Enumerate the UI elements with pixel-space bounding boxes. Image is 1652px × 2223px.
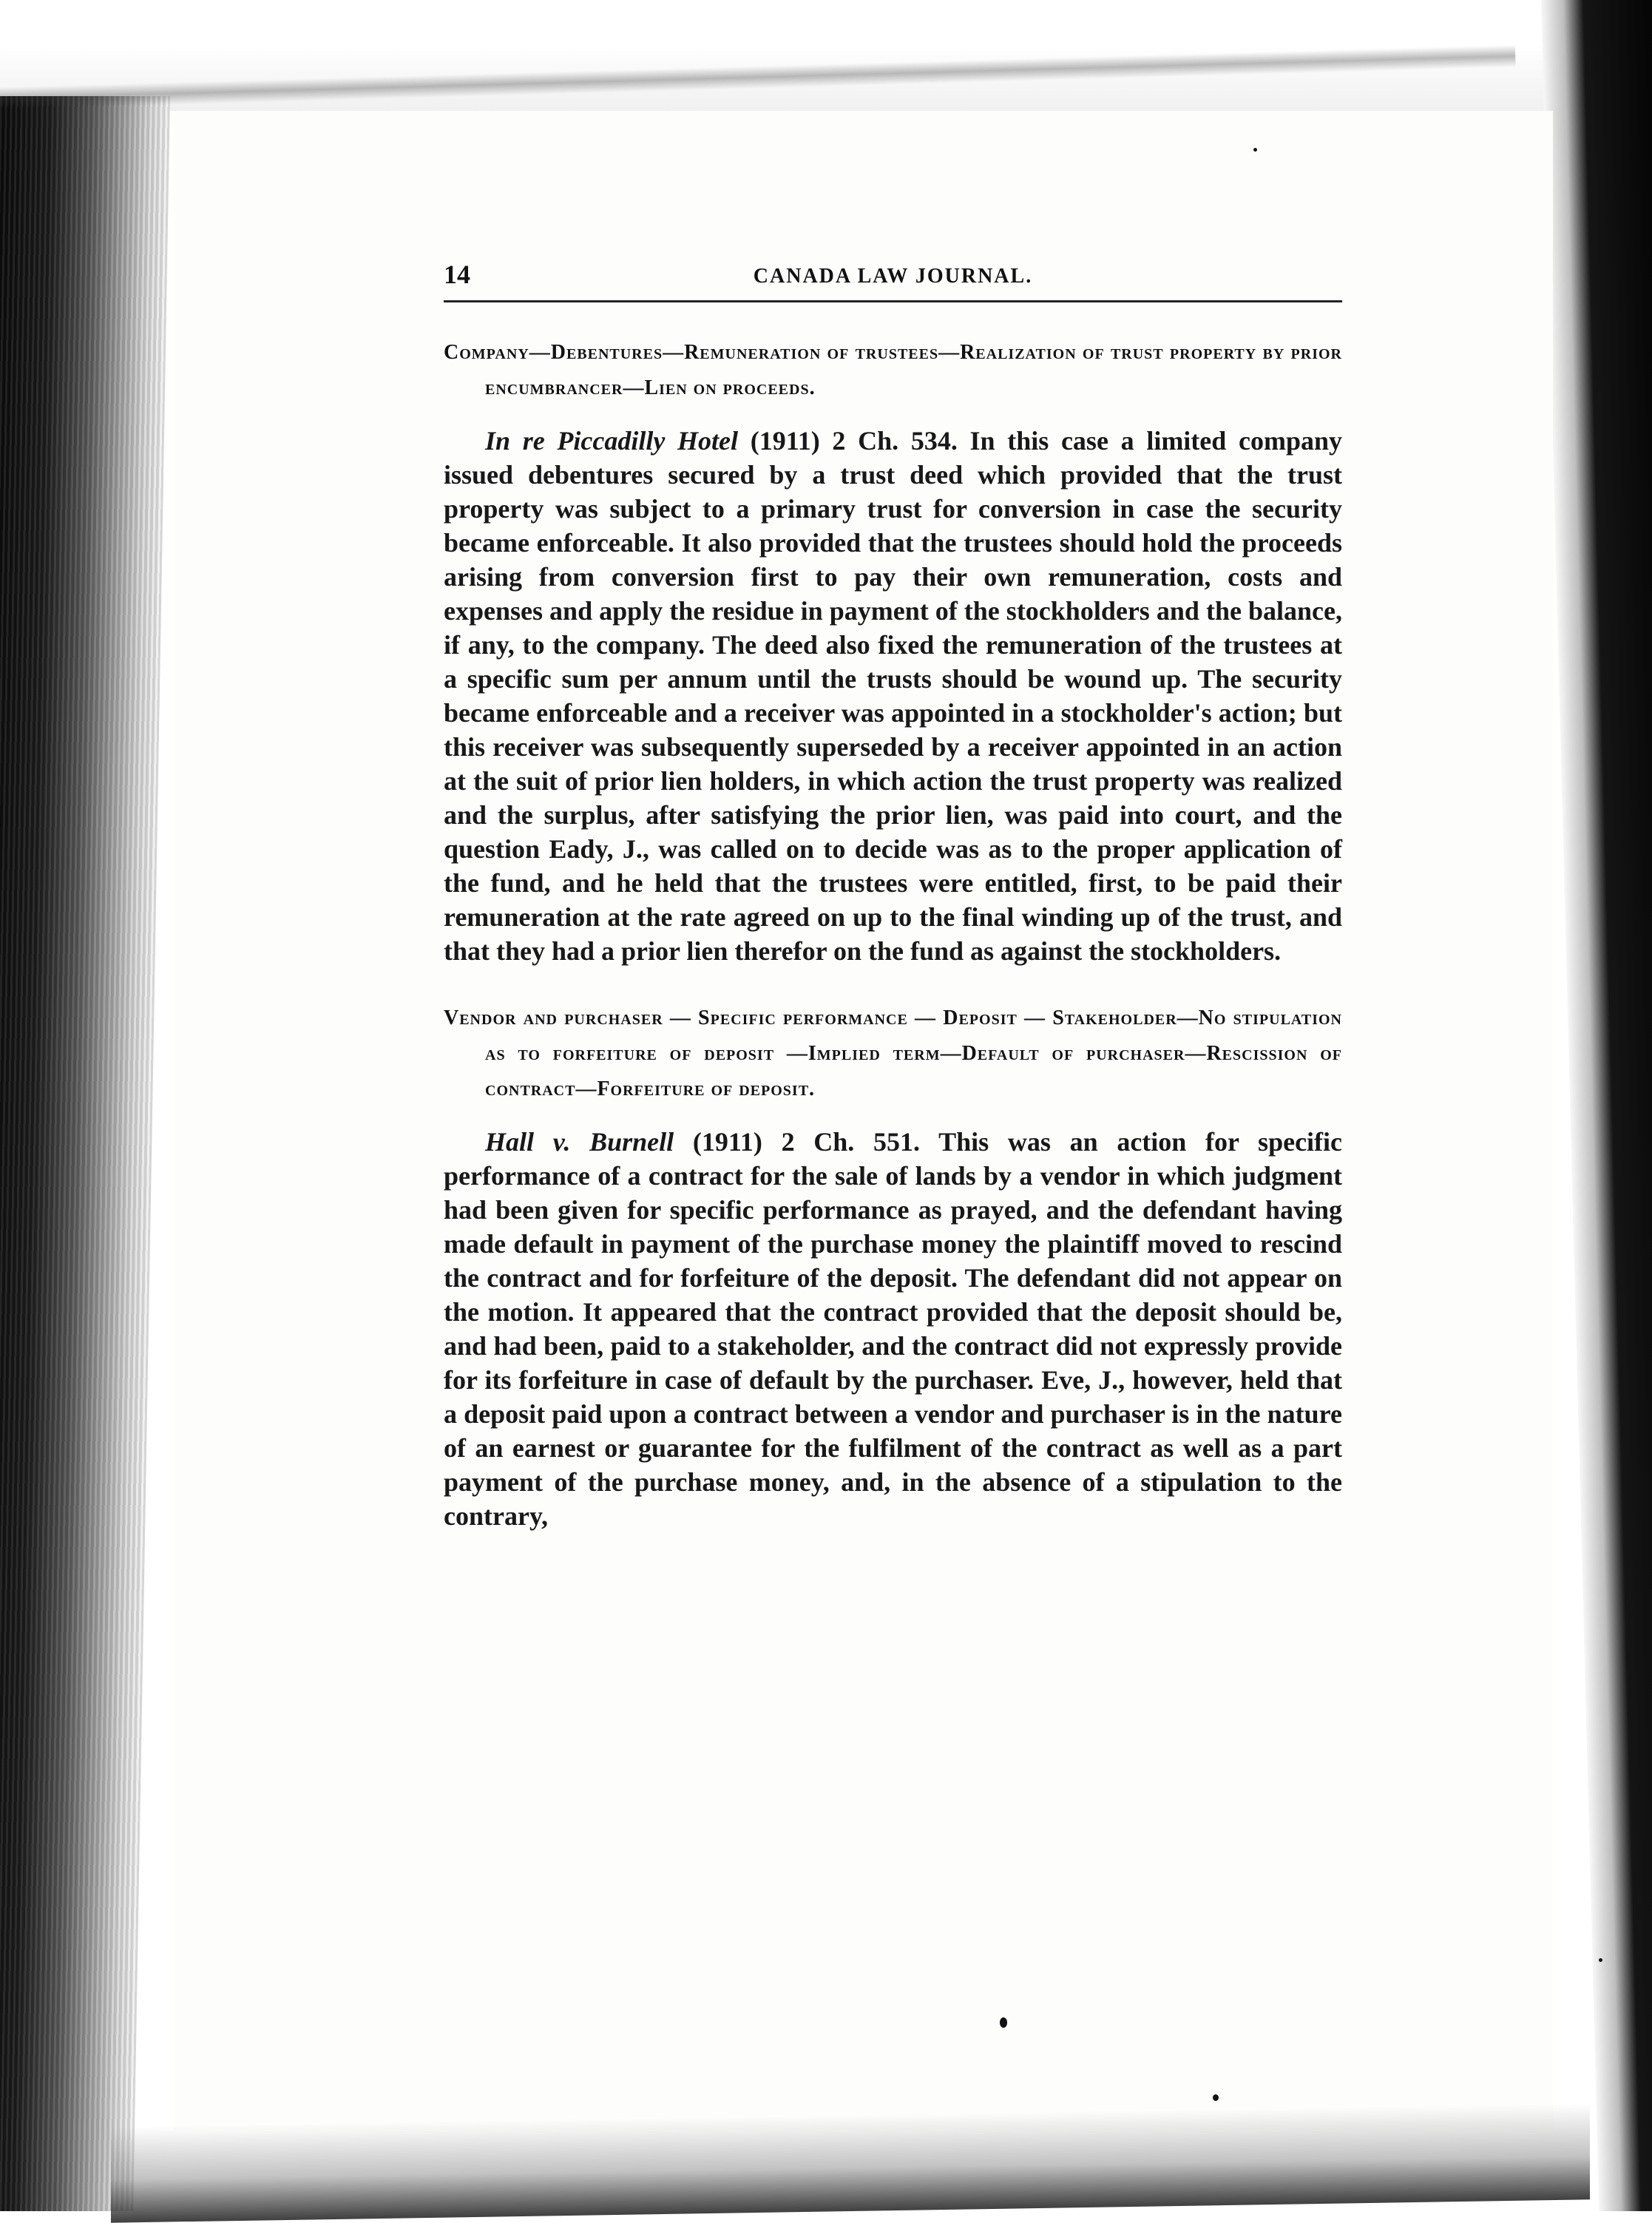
section-vendor-purchaser (444, 1001, 1342, 1533)
section-heading: Company—Debentures—Remuneration of trustees—Realization of trust property by prior encumbrancer—Lien on proceeds. (444, 341, 1342, 399)
case-name: In re Piccadilly Hotel (485, 426, 739, 456)
case-citation: (1911) 2 Ch. 534. (738, 426, 970, 456)
running-head (444, 259, 1342, 302)
paragraph-body: In this case a limited company issued debentures secured by a trust deed which provided that the trust property was subject to a primary trust for conversion in case the security became enforceable. It also provided that the trustees should hold the proceeds arising from conversion first to pay their own remuneration, costs and expenses and apply the residue in payment of the stockholders and the balance, if any, to the company. The deed also fixed the remuneration of the trustees at a specific sum per annum until the trusts should be wound up. The security became enforceable and a receiver was appointed in a stockholder's action; but this receiver was subsequently superseded by a receiver appointed in an action at the suit of prior lien holders, in which action the trust property was realized and the surplus, after satisfying the prior lien, was paid into court, and the question Eady, J., was called on to decide was as to the proper application of the fund, and he held that the trustees were entitled, first, to be paid their remuneration at the rate agreed on up to the final winding up of the trust, and that they had a prior lien therefor on the fund as against the stockholders. (444, 426, 1343, 966)
case-name: Hall v. Burnell (485, 1127, 674, 1157)
scan-speck (1213, 2094, 1219, 2101)
section-paragraph (444, 1125, 1342, 1533)
page-content (444, 259, 1342, 1560)
scan-speck (1000, 2017, 1007, 2028)
section-paragraph (444, 424, 1342, 968)
scan-speck (1253, 148, 1257, 152)
book-binding-edge (0, 96, 170, 2211)
page-number: 14 (444, 260, 470, 289)
paragraph-body: This was an action for specific performance of a contract for the sale of lands by a vendor in which judgment had been given for specific performance as prayed, and the defendant having made default in payment of the purchase money the plaintiff moved to rescind the contract and for forfeiture of the deposit. The defendant did not appear on the motion. It appeared that the contract provided that the deposit should be, and had been, paid to a stakeholder, and the contract did not expressly provide for its forfeiture in case of default by the purchaser. Eve, J., however, held that a deposit paid upon a contract between a vendor and purchaser is in the nature of an earnest or guarantee for the fulfilment of the contract as well as a part payment of the purchase money, and, in the absence of a stipulation to the contrary, (444, 1127, 1343, 1531)
section-heading: Vendor and purchaser — Specific performance — Deposit — Stakeholder—No stipulation as to forfeiture of deposit —Implied term—Default of purchaser—Rescission of contract—Forfeiture of deposit. (444, 1006, 1342, 1100)
journal-title: CANADA LAW JOURNAL. (753, 265, 1033, 288)
scan-right-edge (1541, 0, 1652, 2211)
section-company-debentures (444, 335, 1342, 968)
case-citation: (1911) 2 Ch. 551. (674, 1127, 939, 1157)
scan-speck (1599, 1958, 1602, 1962)
